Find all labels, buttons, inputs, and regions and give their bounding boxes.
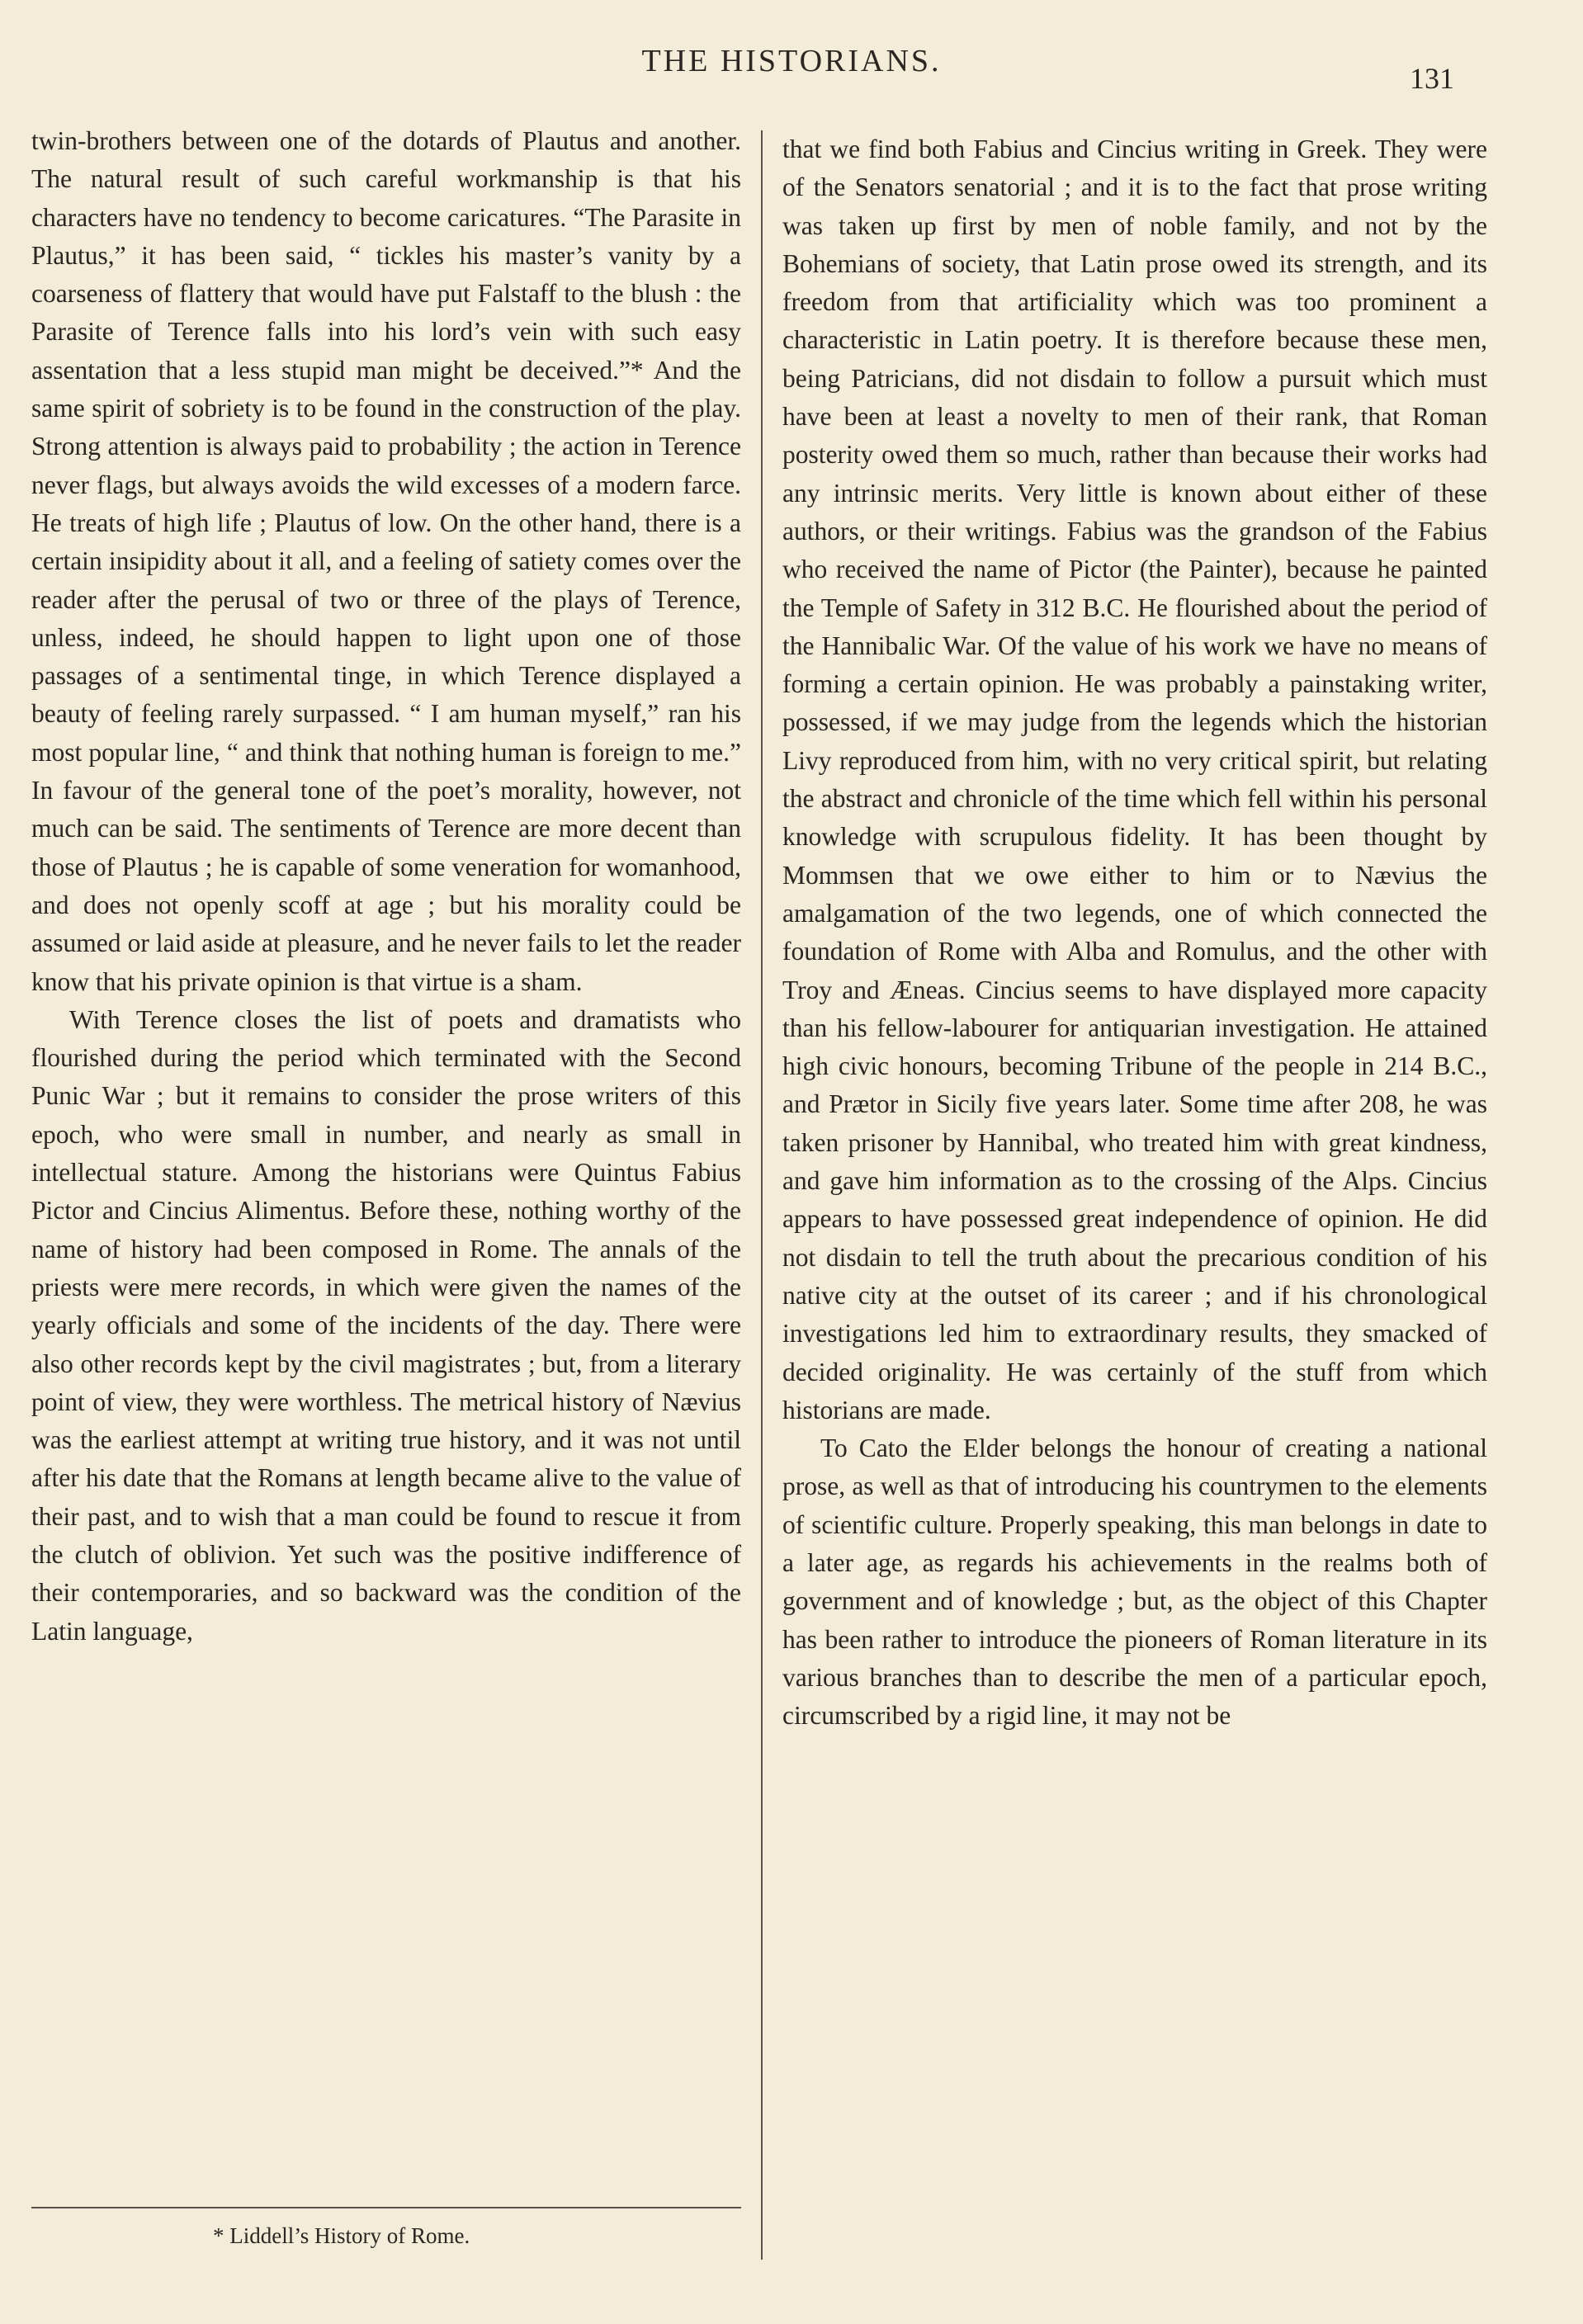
page-number: 131 xyxy=(1410,62,1454,95)
left-column xyxy=(31,122,741,1651)
paragraph: To Cato the Elder belongs the honour of creating a national prose, as well as that of introducing his countrymen to the elements of scientific culture. Properly speaking, this man belongs in date to a later age, as regards his achievements in the realms both of government and of knowledge ; but, as the object of this Chapter has been rather to introduce the pioneers of Roman literature in its various branches than to describe the men of a particular epoch, circumscribed by a rigid line, it may not be xyxy=(782,1434,1487,1731)
paragraph: twin-brothers between one of the dotards of Plautus and another. The natural result of such careful workmanship is that his characters have no tendency to become caricatures. “The Parasite in Plautus,” it has been said, “ tickles his master’s vanity by a coarseness of flattery that would have put Falstaff to the blush : the Parasite of Terence falls into his lord’s vein with such easy assentation that a less stupid man might be deceived.”* And the same spirit of sobriety is to be found in the construction of the play. Strong attention is always paid to probability ; the action in Terence never flags, but always avoids the wild excesses of a modern farce. He treats of high life ; Plautus of low. On the other hand, there is a certain insipidity about it all, and a feeling of satiety comes over the reader after the perusal of two or three of the plays of Terence, unless, indeed, he should happen to light upon one of those passages of a sentimental tinge, in which Terence displayed a beauty of feeling rarely surpassed. “ I am human myself,” ran his most popular line, “ and think that nothing human is foreign to me.” In favour of the general tone of the poet’s morality, however, not much can be said. The sentiments of Terence are more decent than those of Plautus ; he is capable of some veneration for womanhood, and does not openly scoff at age ; but his morality could be assumed or laid aside at pleasure, and he never fails to let the reader know that his private opinion is that virtue is a sham. xyxy=(31,126,741,996)
paragraph: that we find both Fabius and Cincius writing in Greek. They were of the Senators senatorial ; and it is to the fact that prose writing was taken up first by men of noble family, and not by the Bohemians of society, that Latin prose owed its strength, and its freedom from that artificiality which was too prominent a characteristic in Latin poetry. It is therefore because these men, being Patricians, did not disdain to follow a pursuit which must have been at least a novelty to men of their rank, that Roman posterity owed them so much, rather than because their works had any intrinsic merits. Very little is known about either of these authors, or their writings. Fabius was the grandson of the Fabius who received the name of Pictor (the Painter), because he painted the Temple of Safety in 312 B.C. He flourished about the period of the Hannibalic War. Of the value of his work we have no means of forming a certain opinion. He was probably a painstaking writer, possessed, if we may judge from the legends which the historian Livy reproduced from him, with no very critical spirit, but relating the abstract and chronicle of the time which fell within his personal knowledge with scrupulous fidelity. It has been thought by Mommsen that we owe either to him or to Nævius the amalgamation of the two legends, one of which connected the foundation of Rome with Alba and Romulus, and the other with Troy and Æneas. Cincius seems to have displayed more capacity than his fellow-labourer for antiquarian investigation. He attained high civic honours, becoming Tribune of the people in 214 B.C., and Prætor in Sicily five years later. Some time after 208, he was taken prisoner by Hannibal, who treated him with great kindness, and gave him information as to the crossing of the Alps. Cincius appears to have possessed great independence of opinion. He did not disdain to tell the truth about the precarious condition of his native city at the outset of its career ; and if his chronological investigations led him to extraordinary results, they smacked of decided originality. He was certainly of the stuff from which historians are made. xyxy=(782,135,1487,1424)
footnote-rule xyxy=(31,2207,741,2208)
footnote: * Liddell’s History of Rome. xyxy=(213,2223,470,2248)
column-divider xyxy=(761,130,763,2260)
right-column xyxy=(782,130,1487,1735)
paragraph: With Terence closes the list of poets and dramatists who flourished during the period which terminated with the Second Punic War ; but it remains to consider the prose writers of this epoch, who were small in number, and nearly as small in intellectual stature. Among the historians were Quintus Fabius Pictor and Cincius Alimentus. Before these, nothing worthy of the name of history had been composed in Rome. The annals of the priests were mere records, in which were given the names of the yearly officials and some of the incidents of the day. There were also other records kept by the civil magistrates ; but, from a literary point of view, they were worthless. The metrical history of Nævius was the earliest attempt at writing true history, and it was not until after his date that the Romans at length became alive to the value of their past, and to wish that a man could be found to rescue it from the clutch of oblivion. Yet such was the positive indifference of their contemporaries, and so backward was the condition of the Latin language, xyxy=(31,1004,741,1646)
running-head: THE HISTORIANS. xyxy=(641,44,942,78)
